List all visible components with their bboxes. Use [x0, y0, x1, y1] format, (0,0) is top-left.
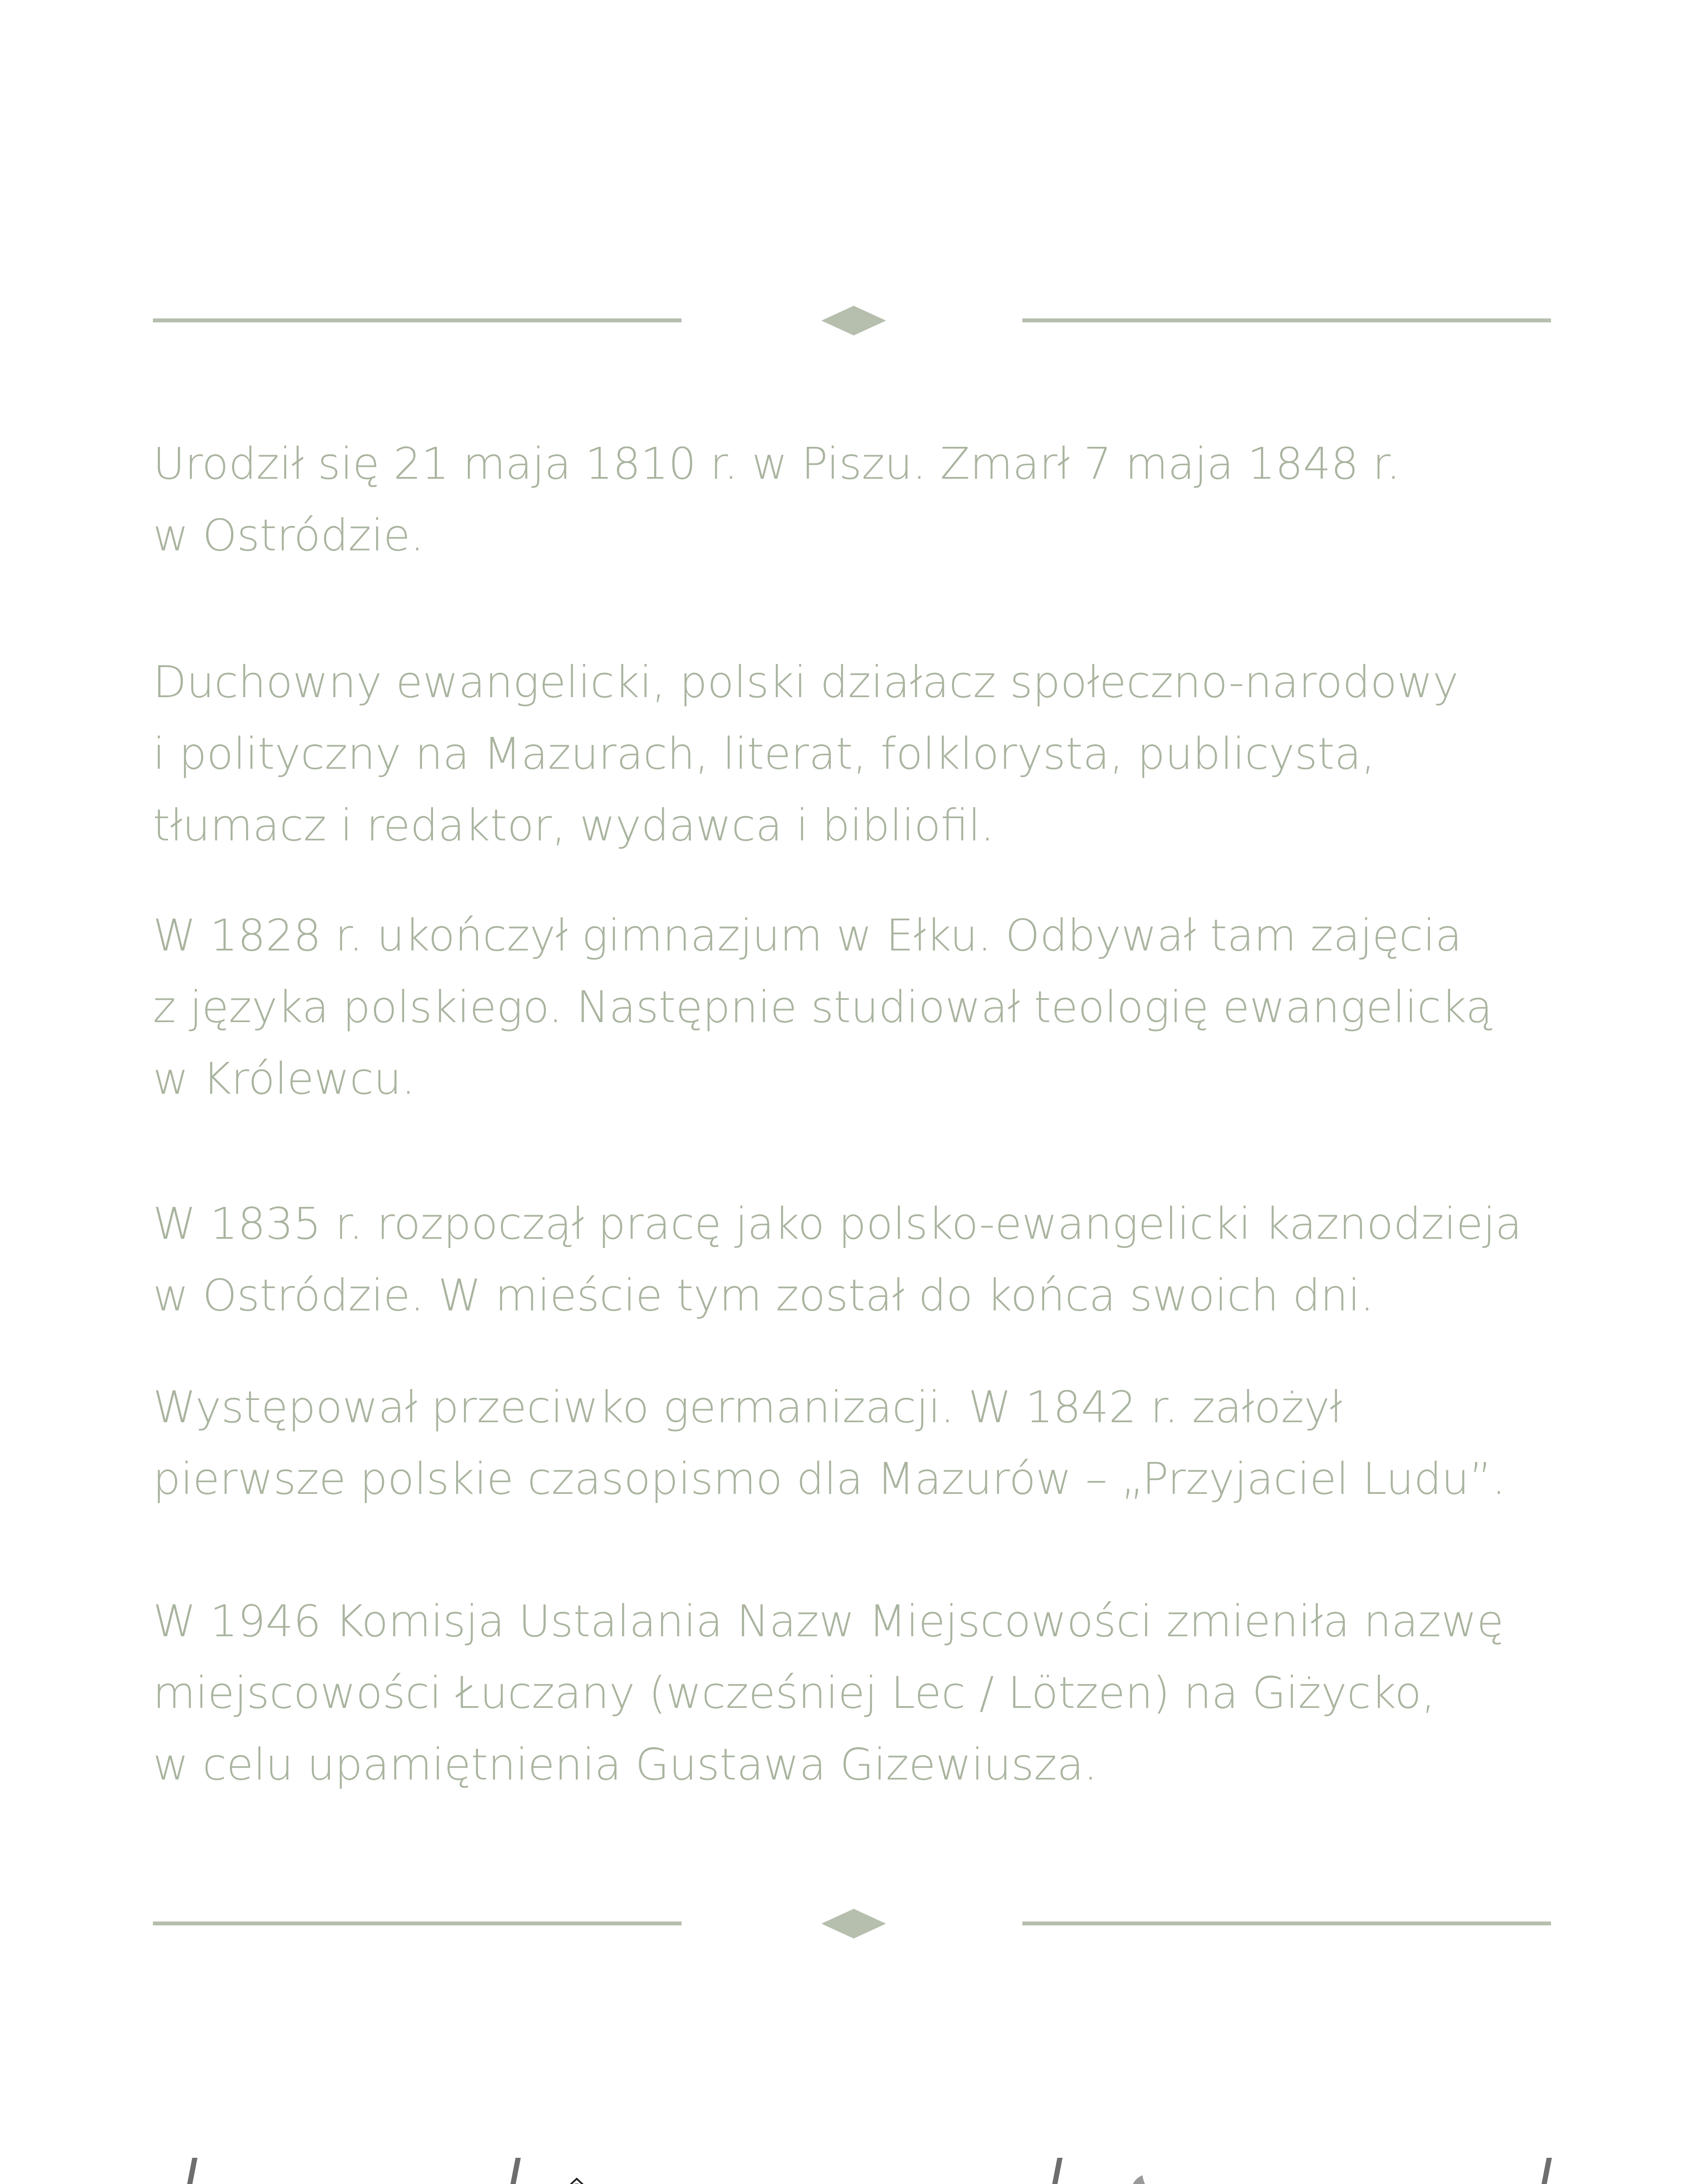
diamond-icon — [821, 1909, 886, 1939]
eagle-emblem-icon — [544, 2175, 609, 2184]
paragraph-education: W 1828 r. ukończył gimnazjum w Ełku. Odbywał tam zajęcia z języka polskiego. Następnie studiował teologię ewangelicką w Królewcu. — [153, 910, 1492, 1104]
divider-line-left — [153, 318, 682, 322]
paragraph-birth: Urodził się 21 maja 1810 r. w Piszu. Zmarł 7 maja 1848 r. w Ostródzie. — [153, 438, 1401, 561]
diamond-icon — [821, 306, 886, 335]
separator-slash — [1509, 2158, 1552, 2184]
divider-line-right — [1022, 1921, 1551, 1925]
divider-line-left — [153, 1921, 682, 1925]
divider-line-right — [1022, 318, 1551, 322]
sponsor-footer — [0, 2158, 1693, 2184]
top-divider — [153, 306, 1551, 332]
paragraph-occupation: Duchowny ewangelicki, polski działacz społeczno-narodowy i polityczny na Mazurach, literat, folklorysta, publicysta, tłumacz i redaktor, wydawca i bibliofil. — [153, 657, 1459, 851]
bottom-divider — [153, 1909, 1551, 1935]
separator-slash — [478, 2158, 521, 2184]
paragraph-activism: Występował przeciwko germanizacji. W 1842 r. założył pierwsze polskie czasopismo dla Mazurów – „Przyjaciel Ludu”. — [153, 1382, 1506, 1504]
paragraph-career: W 1835 r. rozpoczął pracę jako polsko-ewangelicki kaznodzieja w Ostródzie. W mieście tym został do końca swoich dni. — [153, 1198, 1522, 1321]
separator-slash — [1020, 2158, 1063, 2184]
warmia-mazury-logo — [1090, 2167, 1195, 2184]
paragraph-legacy: W 1946 Komisja Ustalania Nazw Miejscowości zmieniła nazwę miejscowości Łuczany (wcześniej Lec / Lötzen) na Giżycko, w celu upamiętnienia Gustawa Gizewiusza. — [153, 1596, 1504, 1790]
separator-slash — [155, 2158, 197, 2184]
